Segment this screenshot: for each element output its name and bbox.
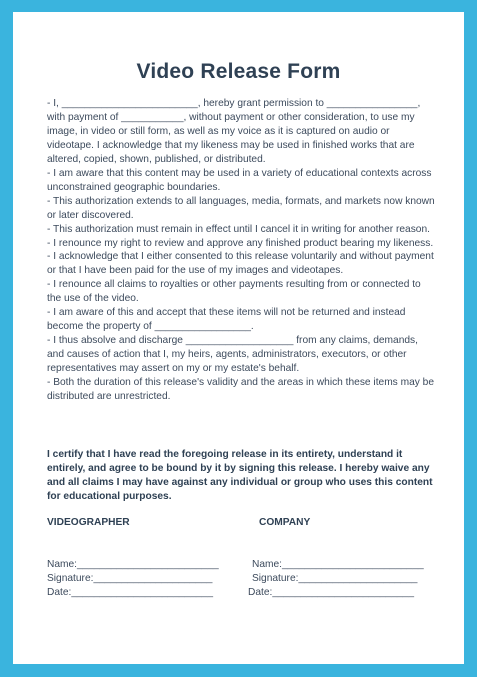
company-name-field[interactable]: Name:_________________________	[252, 559, 424, 570]
term-paragraph: - I, ________________________, hereby grant permission to ________________, with payment of ___________, without payment or other consideration, to use my image, in video or still form, as well as my voice as it is captured on audio or videotape. I acknowledge that my likeness may be used in finished works that are altered, copied, shown, published, or distributed.	[47, 98, 421, 165]
term-paragraph: - I am aware of this and accept that these items will not be returned and instead become the property of _________________.	[47, 307, 406, 333]
company-signature-field[interactable]: Signature:_____________________	[252, 573, 418, 584]
term-paragraph: - This authorization extends to all languages, media, formats, and markets now known or later discovered.	[47, 195, 435, 221]
term-paragraph: - Both the duration of this release's validity and the areas in which these items may be distributed are unrestricted.	[47, 377, 435, 403]
videographer-heading: VIDEOGRAPHER	[47, 517, 130, 528]
release-form-page	[13, 12, 464, 664]
company-heading: COMPANY	[259, 517, 311, 528]
term-paragraph: - I renounce all claims to royalties or other payments resulting from or connected to the use of the video.	[47, 279, 421, 305]
term-paragraph: - This authorization must remain in effect until I cancel it in writing for another reason.	[47, 223, 430, 235]
certification-statement: I certify that I have read the foregoing release in its entirety, understand it entirely, and agree to be bound by it by signing this release. I hereby waive any and all claims I may have against any individual or group who uses this content for educational purposes.	[47, 449, 433, 503]
videographer-signature-field[interactable]: Signature:_____________________	[47, 573, 213, 584]
videographer-name-field[interactable]: Name:_________________________	[47, 559, 219, 570]
company-date-field[interactable]: Date:_________________________	[248, 587, 414, 598]
release-terms	[47, 97, 437, 404]
term-paragraph: - I thus absolve and discharge ___________________ from any claims, demands, and causes of action that I, my heirs, agents, administrators, executors, or other representatives may assert on my or my estate's behalf.	[47, 335, 418, 375]
videographer-date-field[interactable]: Date:_________________________	[47, 587, 213, 598]
term-paragraph: - I acknowledge that I either consented to this release voluntarily and without payment or that I have been paid for the use of my images and videotapes.	[47, 251, 434, 277]
term-paragraph: - I am aware that this content may be used in a variety of educational contexts across unconstrained geographic boundaries.	[47, 167, 432, 193]
page-title: Video Release Form	[136, 60, 341, 83]
term-paragraph: - I renounce my right to review and approve any finished product bearing my likeness.	[47, 237, 434, 249]
